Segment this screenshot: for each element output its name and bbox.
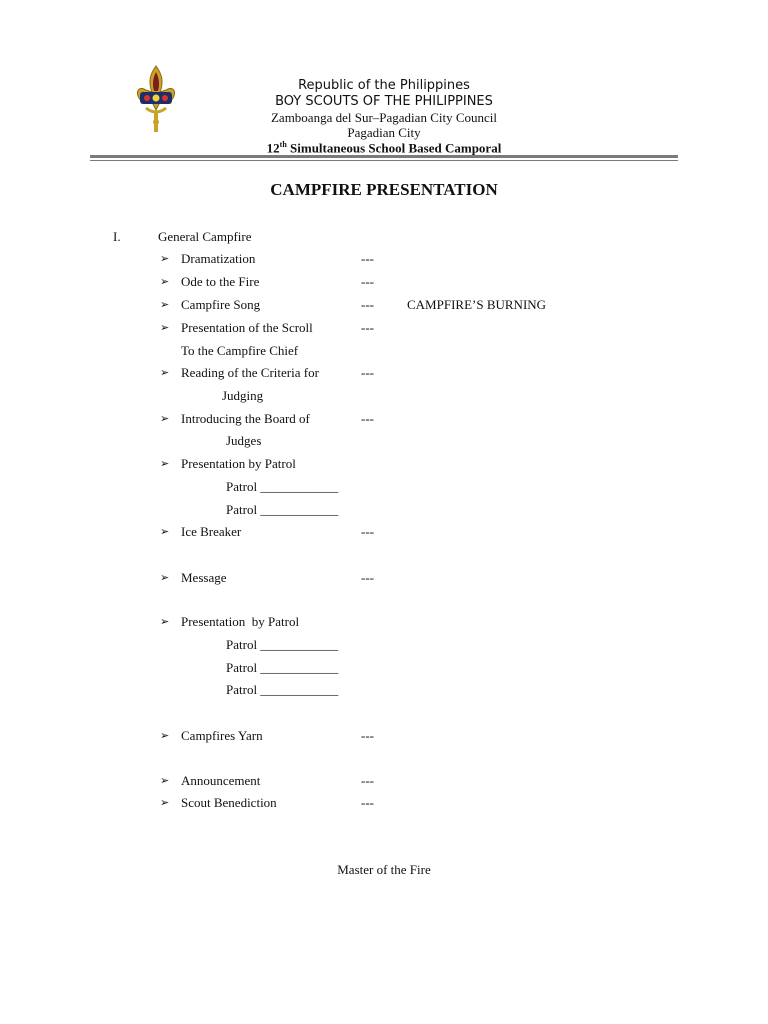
- patrol-blank: Patrol ____________: [226, 479, 339, 494]
- page-title: CAMPFIRE PRESENTATION: [270, 180, 498, 199]
- patrol-blank: Patrol ____________: [226, 502, 339, 517]
- master-of-the-fire: Master of the Fire: [337, 862, 431, 877]
- header-org-name: BOY SCOUTS OF THE PHILIPPINES: [275, 94, 493, 109]
- arrow-bullet-icon: ➢: [160, 730, 170, 742]
- header-council: Zamboanga del Sur–Pagadian City Council: [270, 110, 497, 125]
- item-label: Reading of the Criteria for: [181, 365, 319, 380]
- item-dash: ---: [361, 570, 374, 585]
- item-label-continued: Judging: [222, 388, 264, 403]
- patrol-blank: Patrol ____________: [226, 637, 339, 652]
- item-label: Presentation by Patrol: [181, 456, 296, 471]
- arrow-bullet-icon: ➢: [160, 616, 170, 628]
- item-label: Announcement: [181, 773, 261, 788]
- section-numeral: I.: [113, 229, 121, 244]
- arrow-bullet-icon: ➢: [160, 276, 170, 288]
- item-label: Ice Breaker: [181, 524, 242, 539]
- item-dash: ---: [361, 251, 374, 266]
- arrow-bullet-icon: ➢: [160, 299, 170, 311]
- item-label: Scout Benediction: [181, 795, 277, 810]
- item-label: Message: [181, 570, 227, 585]
- arrow-bullet-icon: ➢: [160, 413, 170, 425]
- patrol-blank: Patrol ____________: [226, 682, 339, 697]
- arrow-bullet-icon: ➢: [160, 572, 170, 584]
- item-label: Campfires Yarn: [181, 728, 263, 743]
- arrow-bullet-icon: ➢: [160, 775, 170, 787]
- item-dash: ---: [361, 274, 374, 289]
- header-rule-thin: [90, 160, 678, 161]
- item-label: Dramatization: [181, 251, 256, 266]
- item-label: Presentation by Patrol: [181, 614, 300, 629]
- event-number-suffix: th: [279, 140, 287, 149]
- item-dash: ---: [361, 411, 374, 426]
- item-label-continued: To the Campfire Chief: [181, 343, 299, 358]
- header-event: [0, 140, 768, 156]
- item-dash: ---: [361, 795, 374, 810]
- header-city: Pagadian City: [347, 125, 421, 140]
- item-label: Introducing the Board of: [181, 411, 310, 426]
- item-dash: ---: [361, 524, 374, 539]
- item-dash: ---: [361, 320, 374, 335]
- arrow-bullet-icon: ➢: [160, 367, 170, 379]
- header-rule-thick: [90, 155, 678, 158]
- item-label-continued: Judges: [226, 433, 262, 448]
- item-label: Campfire Song: [181, 297, 261, 312]
- arrow-bullet-icon: ➢: [160, 322, 170, 334]
- item-dash: ---: [361, 728, 374, 743]
- arrow-bullet-icon: ➢: [160, 458, 170, 470]
- item-dash: ---: [361, 773, 374, 788]
- arrow-bullet-icon: ➢: [160, 797, 170, 809]
- event-number: 12: [266, 140, 280, 156]
- item-dash: ---: [361, 297, 374, 312]
- patrol-blank: Patrol ____________: [226, 660, 339, 675]
- section-heading: General Campfire: [158, 229, 252, 244]
- song-title: CAMPFIRE’S BURNING: [407, 297, 547, 312]
- arrow-bullet-icon: ➢: [160, 253, 170, 265]
- item-dash: ---: [361, 365, 374, 380]
- item-label: Presentation of the Scroll: [181, 320, 313, 335]
- event-name: Simultaneous School Based Camporal: [286, 140, 502, 156]
- arrow-bullet-icon: ➢: [160, 526, 170, 538]
- header-republic: Republic of the Philippines: [298, 78, 470, 93]
- item-label: Ode to the Fire: [181, 274, 260, 289]
